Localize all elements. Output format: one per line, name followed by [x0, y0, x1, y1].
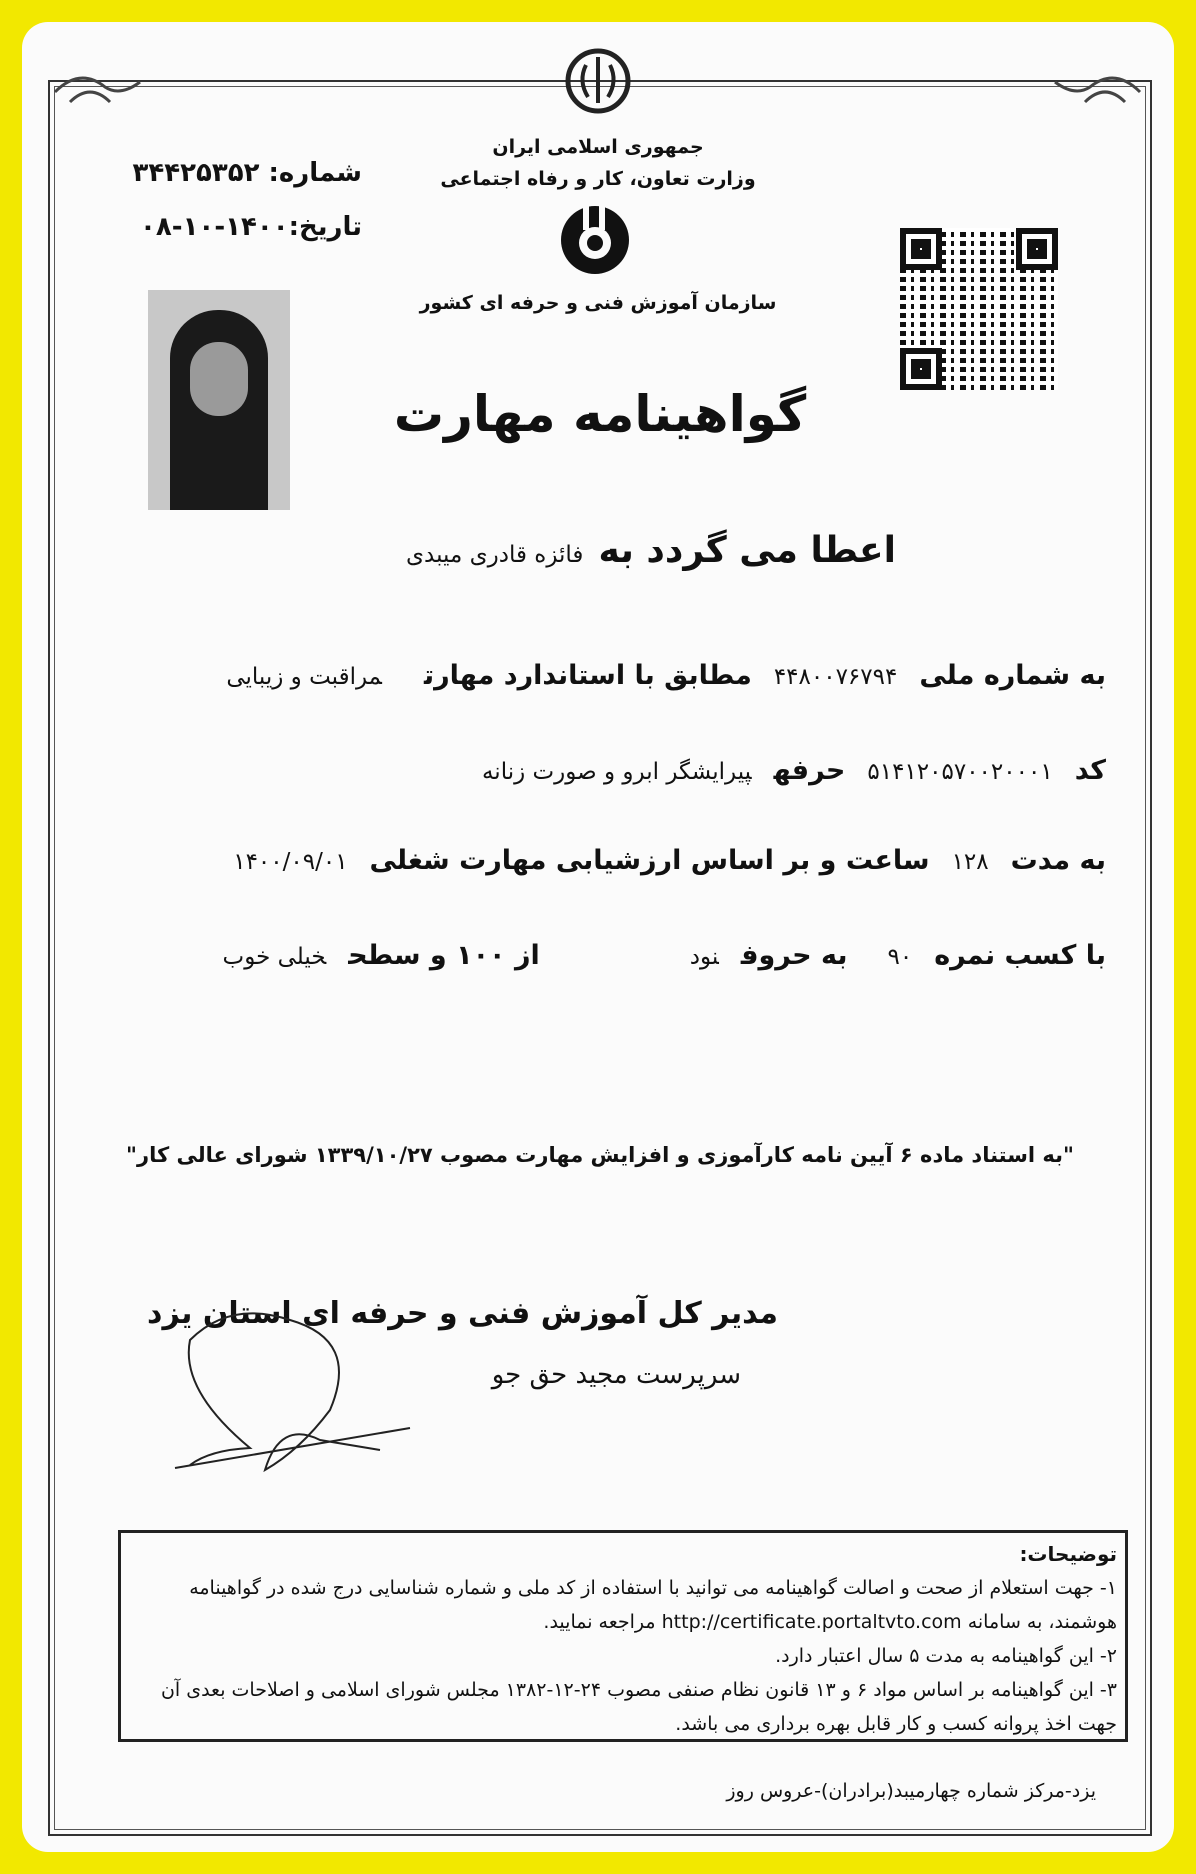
awarded-line: اعطا می گردد به فائزه قادری میبدی	[406, 530, 896, 571]
row-score: با کسب نمره۹۰به حروفنوداز ۱۰۰ و سطحخیلی خوب	[222, 940, 1106, 971]
signature-mark	[170, 1300, 420, 1480]
organization-name: سازمان آموزش فنی و حرفه ای کشور	[419, 292, 777, 314]
tvto-logo-icon	[555, 198, 635, 278]
iran-emblem-icon	[560, 45, 636, 115]
note-item: ۳- این گواهینامه بر اساس مواد ۶ و ۱۳ قانون نظام صنفی مصوب ۲۴-۱۲-۱۳۸۲ مجلس شورای اسلامی و اصلاحات بعدی آن جهت اخذ پروانه کسب و کار قابل بهره برداری می باشد.	[160, 1679, 1117, 1735]
certificate-number: شماره: ۳۴۴۲۵۳۵۲	[132, 158, 362, 188]
notes-box	[118, 1530, 1128, 1742]
verification-qr-code	[900, 228, 1058, 390]
issuing-center: یزد-مرکز شماره چهارمیبد(برادران)-عروس روز	[726, 1780, 1096, 1802]
row-duration: به مدت۱۲۸ساعت و بر اساس ارزشیابی مهارت شغلی۱۴۰۰/۰۹/۰۱	[233, 845, 1106, 876]
row-code: کد۵۱۴۱۲۰۵۷۰۰۲۰۰۰۱حرفهپیرایشگر ابرو و صورت زنانه	[481, 755, 1106, 786]
corner-ornament-right-icon	[1050, 62, 1145, 112]
holder-photo	[148, 290, 290, 510]
note-item: ۱- جهت استعلام از صحت و اصالت گواهینامه می توانید با استفاده از کد ملی و شماره شناسایی درج شده در گواهینامه هوشمند، به سامانه http://certificate.portaltvto.com مراجعه نمایید.	[189, 1577, 1117, 1633]
note-item: ۲- این گواهینامه به مدت ۵ سال اعتبار دارد.	[775, 1645, 1117, 1667]
notes-heading: توضیحات:	[1019, 1542, 1117, 1566]
corner-ornament-left-icon	[50, 62, 145, 112]
signatory-title: مدیر کل آموزش فنی و حرفه ای استان یزد	[147, 1296, 778, 1331]
legal-reference: "به استناد ماده ۶ آیین نامه کارآموزی و افزایش مهارت مصوب ۱۳۳۹/۱۰/۲۷ شورای عالی کار"	[126, 1143, 1074, 1167]
holder-name: فائزه قادری میبدی	[406, 542, 584, 568]
ministry-name: وزارت تعاون، کار و رفاه اجتماعی	[440, 168, 756, 190]
certificate-date: تاریخ:۱۴۰۰-۱۰-۰۸	[140, 212, 362, 242]
signatory-name: سرپرست مجید حق جو	[491, 1360, 741, 1390]
certificate-title: گواهینامه مهارت	[393, 385, 807, 443]
country-name: جمهوری اسلامی ایران	[492, 136, 704, 158]
row-national-id: به شماره ملی۴۴۸۰۰۷۶۷۹۴مطابق با استاندارد مهارتمراقبت و زیبایی	[226, 660, 1106, 691]
